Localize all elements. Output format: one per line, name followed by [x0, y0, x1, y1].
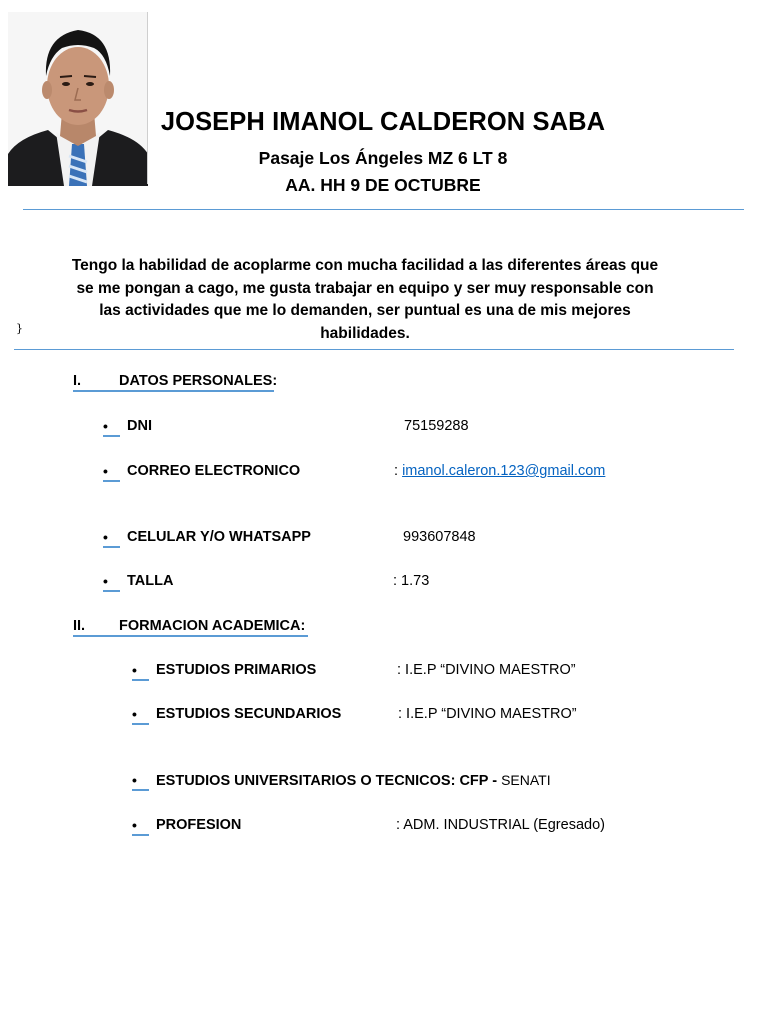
section-title: DATOS PERSONALES:: [119, 373, 278, 389]
bullet-icon: •: [103, 464, 120, 482]
field-label-secondary: ESTUDIOS SECUNDARIOS: [156, 706, 342, 722]
field-value-primary: : I.E.P “DIVINO MAESTRO”: [397, 662, 576, 678]
field-value-dni: 75159288: [404, 418, 469, 434]
field-value-higher-ed: SENATI: [501, 772, 551, 788]
field-value-phone: 993607848: [403, 529, 476, 545]
section-heading-academic: [73, 618, 308, 637]
field-value-secondary: : I.E.P “DIVINO MAESTRO”: [398, 706, 577, 722]
field-value-email: [394, 463, 605, 479]
section-number: I.: [73, 373, 82, 389]
email-separator: :: [394, 463, 403, 479]
higher-ed-label-text: ESTUDIOS UNIVERSITARIOS O TECNICOS: CFP -: [156, 773, 498, 789]
address-line-2: AA. HH 9 DE OCTUBRE: [285, 175, 481, 195]
field-label-phone: CELULAR Y/O WHATSAPP: [127, 529, 311, 545]
bullet-icon: •: [132, 663, 149, 681]
bullet-icon: •: [103, 530, 120, 548]
field-label-higher-ed: [156, 772, 551, 789]
section-number: II.: [73, 618, 86, 634]
bullet-icon: •: [132, 818, 149, 836]
field-label-primary: ESTUDIOS PRIMARIOS: [156, 662, 317, 678]
bullet-icon: •: [103, 574, 120, 592]
bullet-icon: •: [103, 419, 120, 437]
field-label-dni: DNI: [127, 418, 152, 434]
profile-divider: [14, 349, 734, 350]
section-heading-personal: [73, 373, 278, 392]
email-link[interactable]: imanol.caleron.123@gmail.com: [402, 463, 606, 479]
field-label-height: TALLA: [127, 573, 174, 589]
field-value-height: : 1.73: [393, 573, 430, 589]
section-title: FORMACION ACADEMICA:: [119, 618, 306, 634]
candidate-name: JOSEPH IMANOL CALDERON SABA: [160, 108, 606, 136]
field-label-profession: PROFESION: [156, 817, 242, 833]
profile-summary: Tengo la habilidad de acoplarme con mucha facilidad a las diferentes áreas que se me pongan a cago, me gusta trabajar en equipo y ser muy responsable con las actividades que me lo demanden, ser puntual es una de mis mejores habilidades.: [71, 257, 659, 342]
bullet-icon: •: [132, 707, 149, 725]
photo-divider: [147, 12, 148, 184]
profile-photo: [8, 12, 148, 186]
field-value-profession: : ADM. INDUSTRIAL (Egresado): [396, 817, 605, 833]
header-divider: [23, 209, 744, 210]
bullet-icon: •: [132, 773, 149, 791]
field-label-email: CORREO ELECTRONICO: [127, 463, 301, 479]
address-line-1: Pasaje Los Ángeles MZ 6 LT 8: [258, 148, 508, 168]
stray-character: }: [16, 322, 23, 335]
